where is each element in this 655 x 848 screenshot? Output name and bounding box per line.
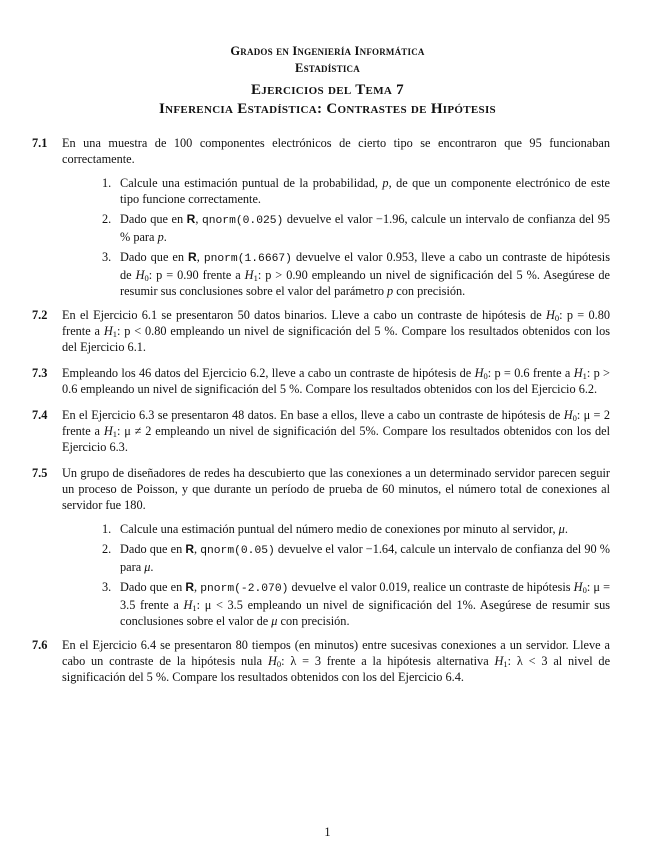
subitem: 2. Dado que en R, qnorm(0.025) devuelve el valor −1.96, calcule un intervalo de confianza del 95 % para p. (102, 212, 610, 244)
document-subtitle: Inferencia Estadística: Contrastes de Hipótesis (159, 101, 496, 117)
exercise-text: Un grupo de diseñadores de redes ha descubierto que las conexiones a un determinado servidor parecen seguir un proceso de Poisson, y que durante un período de prueba de 60 minutos, el número total de conexiones al servidor fue 180. (62, 466, 610, 512)
exercise-number: 7.1 (32, 136, 48, 150)
exercise-7-5 (32, 465, 610, 629)
exercise-number: 7.3 (32, 366, 48, 380)
subitem: 3. Dado que en R, pnorm(1.6667) devuelve el valor 0.953, lleve a cabo un contraste de hipótesis de $H_0$: p = 0.90 frente a $H_1$: p > 0.90 empleando un nivel de significación del 5 %. Asegúrese de resumir sus conclusiones sobre el valor del parámetro p con precisión. (102, 250, 610, 298)
exercise-number: 7.4 (32, 408, 48, 422)
document-header (0, 43, 655, 119)
subitem: 3. Dado que en R, pnorm(-2.070) devuelve el valor 0.019, realice un contraste de hipótesis $H_0$: μ = 3.5 frente a $H_1$: μ < 3.5 empleando un nivel de significación del 1%. Asegúrese de resumir sus conclusiones sobre el valor de μ con precisión. (102, 580, 611, 628)
r-software-name: R (188, 250, 197, 264)
r-software-name: R (185, 580, 195, 594)
exercise-list (32, 135, 610, 685)
exercise-7-6: 7.6 En el Ejercicio 6.4 se presentaron 80 tiempos (en minutos) entre sucesivas conexiones a un servidor. Lleve a cabo un contraste de la hipótesis nula $H_0$: λ = 3 frente a la hipótesis alternativa $H_1$: λ < 3 al nivel de significación del 5 %. Compare los resultados obtenidos con los del Ejercicio 6.4. (32, 638, 611, 684)
r-code: qnorm(0.05) (200, 545, 275, 557)
course-heading: Estadística (295, 61, 360, 75)
exercise-number: 7.5 (32, 466, 48, 480)
exercise-text: En una muestra de 100 componentes electrónicos de cierto tipo se encontraron que 95 funcionaban correctamente. (62, 136, 610, 166)
exercise-7-2: 7.2 En el Ejercicio 6.1 se presentaron 50 datos binarios. Lleve a cabo un contraste de hipótesis de $H_0$: p = 0.80 frente a $H_1$: p < 0.80 empleando un nivel de significación del 5 %. Compare los resultados obtenidos con los del Ejercicio 6.1. (32, 308, 611, 354)
r-software-name: R (186, 212, 196, 226)
subitem: 1. Calcule una estimación puntual del número medio de conexiones por minuto al servidor, μ. (102, 522, 568, 536)
degree-heading: Grados en Ingeniería Informática (230, 44, 425, 58)
r-software-name: R (185, 542, 195, 556)
exercise-7-3: 7.3 Empleando los 46 datos del Ejercicio 6.2, lleve a cabo un contraste de hipótesis de $H_0$: p = 0.6 frente a $H_1$: p > 0.6 empleando un nivel de significación del 5 %. Compare los resultados obtenidos con los del Ejercicio 6.2. (32, 366, 610, 396)
document-title: Ejercicios del Tema 7 (251, 82, 404, 98)
r-code: pnorm(-2.070) (200, 583, 289, 595)
subitem-list (102, 175, 610, 299)
subitem: 1. Calcule una estimación puntual de la probabilidad, p, de que un componente electrónico de este tipo funcione correctamente. (102, 176, 610, 206)
exercise-number: 7.6 (32, 638, 48, 652)
page-number: 1 (324, 825, 331, 839)
exercise-7-1 (32, 135, 610, 299)
r-code: qnorm(0.025) (201, 215, 284, 227)
subitem-list (102, 521, 610, 629)
exercise-number: 7.2 (32, 308, 48, 322)
r-code: pnorm(1.6667) (203, 253, 292, 265)
subitem: 2. Dado que en R, qnorm(0.05) devuelve el valor −1.64, calcule un intervalo de confianza del 90 % para μ. (102, 542, 610, 574)
exercise-7-4: 7.4 En el Ejercicio 6.3 se presentaron 48 datos. En base a ellos, lleve a cabo un contraste de hipótesis de $H_0$: μ = 2 frente a $H_1$: μ ≠ 2 empleando un nivel de significación del 5%. Compare los resultados obtenidos con los del Ejercicio 6.3. (32, 408, 610, 454)
